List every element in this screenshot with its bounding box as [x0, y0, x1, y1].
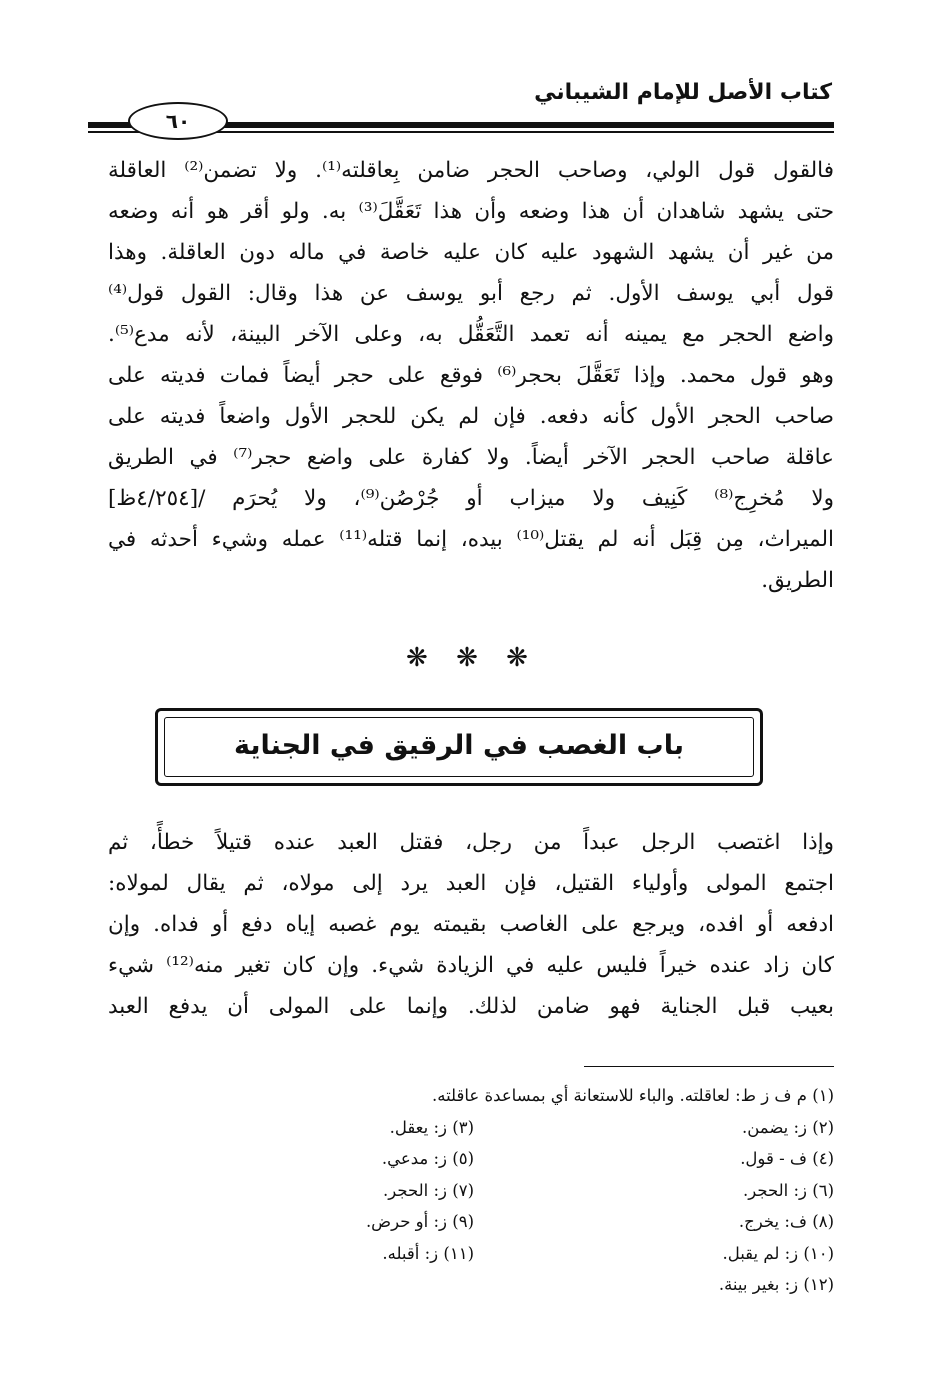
footnote: (٧) ز: الحجر.	[382, 1180, 474, 1200]
text-line: واضع الحجر مع يمينه أنه تعمد التَّعَقُّل به، وعلى الآخر البينة، لأنه مدع⁽⁵⁾.	[108, 322, 834, 347]
footnote: (١) م ف ز ط: لعاقلته. والباء للاستعانة أي بمساعدة عاقلته.	[431, 1086, 834, 1105]
paragraph-2	[108, 822, 834, 1027]
footnote: (٨) ف: يخرج.	[738, 1212, 834, 1231]
text-line: فالقول قول الولي، وصاحب الحجر ضامن بِعاقلته⁽¹⁾. ولا تضمن⁽²⁾ العاقلة	[108, 158, 835, 183]
chapter-heading-frame	[155, 708, 763, 786]
page-number: ٦٠	[128, 102, 228, 140]
text-line: وإذا اغتصب الرجل عبداً من رجل، فقتل العبد عنده قتيلاً خطأً، ثم	[108, 830, 834, 855]
footnote: (٩) ز: أو حرض.	[365, 1212, 474, 1231]
footnote: (٢) ز: يضمن.	[741, 1117, 834, 1137]
text-line: من غير أن يشهد الشهود عليه كان عليه خاصة في ماله دون العاقلة. وهذا	[108, 240, 834, 265]
footnote: (٤) ف - قول.	[740, 1149, 834, 1168]
footnote: (٣) ز: يعقل.	[389, 1117, 474, 1137]
text-line: حتى يشهد شاهدان أن هذا وضعه وأن هذا تَعَقَّلَ⁽³⁾ به. ولو أقر هو أنه وضعه	[108, 199, 834, 224]
footnotes	[114, 1080, 834, 1301]
text-line: الميراث، مِن قِبَل أنه لم يقتل⁽¹⁰⁾ بيده، إنما قتله⁽¹¹⁾ عمله وشيء أحدثه في	[108, 527, 834, 552]
section-separator: ❋ ❋ ❋	[406, 643, 538, 673]
text-line: وهو قول محمد. وإذا تَعَقَّلَ بحجر⁽⁶⁾ فوقع على حجر أيضاً فمات فديته على	[108, 363, 834, 388]
footnote: (١٢) ز: بغير بينة.	[718, 1275, 834, 1294]
footnote: (١١) ز: أقبله.	[382, 1243, 474, 1263]
footnote-row	[114, 1080, 834, 1112]
text-line: كان زاد عنده خيراً فليس عليه في الزيادة شيء. وإن كان تغير منه⁽¹²⁾ شيء	[108, 953, 834, 978]
footnote-row	[114, 1143, 834, 1175]
text-line: قول أبي يوسف الأول. ثم رجع أبو يوسف عن هذا وقال: القول قول⁽⁴⁾	[108, 281, 834, 306]
footnote: (٥) ز: مدعي.	[381, 1149, 474, 1168]
text-line: صاحب الحجر الأول كأنه دفعه. فإن لم يكن للحجر الأول واضعاً فديته على	[108, 404, 834, 429]
footnote-rule	[584, 1066, 834, 1067]
footnote-row	[114, 1175, 834, 1207]
paragraph-1	[108, 150, 834, 601]
footnote: (١٠) ز: لم يقبل.	[722, 1243, 834, 1263]
footnote-row	[114, 1112, 834, 1144]
footnote: (٦) ز: الحجر.	[742, 1180, 834, 1200]
footnote-row	[114, 1206, 834, 1238]
text-line: عاقلة صاحب الحجر الآخر أيضاً. ولا كفارة على واضع حجر⁽⁷⁾ في الطريق	[108, 445, 834, 470]
running-title: كتاب الأصل للإمام الشيباني	[534, 80, 832, 105]
text-line: اجتمع المولى وأولياء القتيل، فإن العبد يرد إلى مولاه، ثم يقال لمولاه:	[108, 871, 834, 896]
text-line: الطريق.	[761, 568, 834, 593]
text-line: ولا مُخرِج⁽⁸⁾ كَنِيف ولا ميزاب أو جُرْصُن⁽⁹⁾، ولا يُحرَم /[٤/٢٥٤ظ]	[108, 486, 834, 511]
text-line: بعيب قبل الجناية فهو ضامن لذلك. وإنما على المولى أن يدفع العبد	[108, 994, 834, 1019]
footnote-row	[114, 1269, 834, 1301]
text-line: ادفعه أو افده، ويرجع على الغاصب بقيمته يوم غصبه إياه دفع أو فداه. وإن	[108, 912, 834, 937]
chapter-title: باب الغصب في الرقيق في الجناية	[234, 730, 684, 761]
footnote-row	[114, 1238, 834, 1270]
